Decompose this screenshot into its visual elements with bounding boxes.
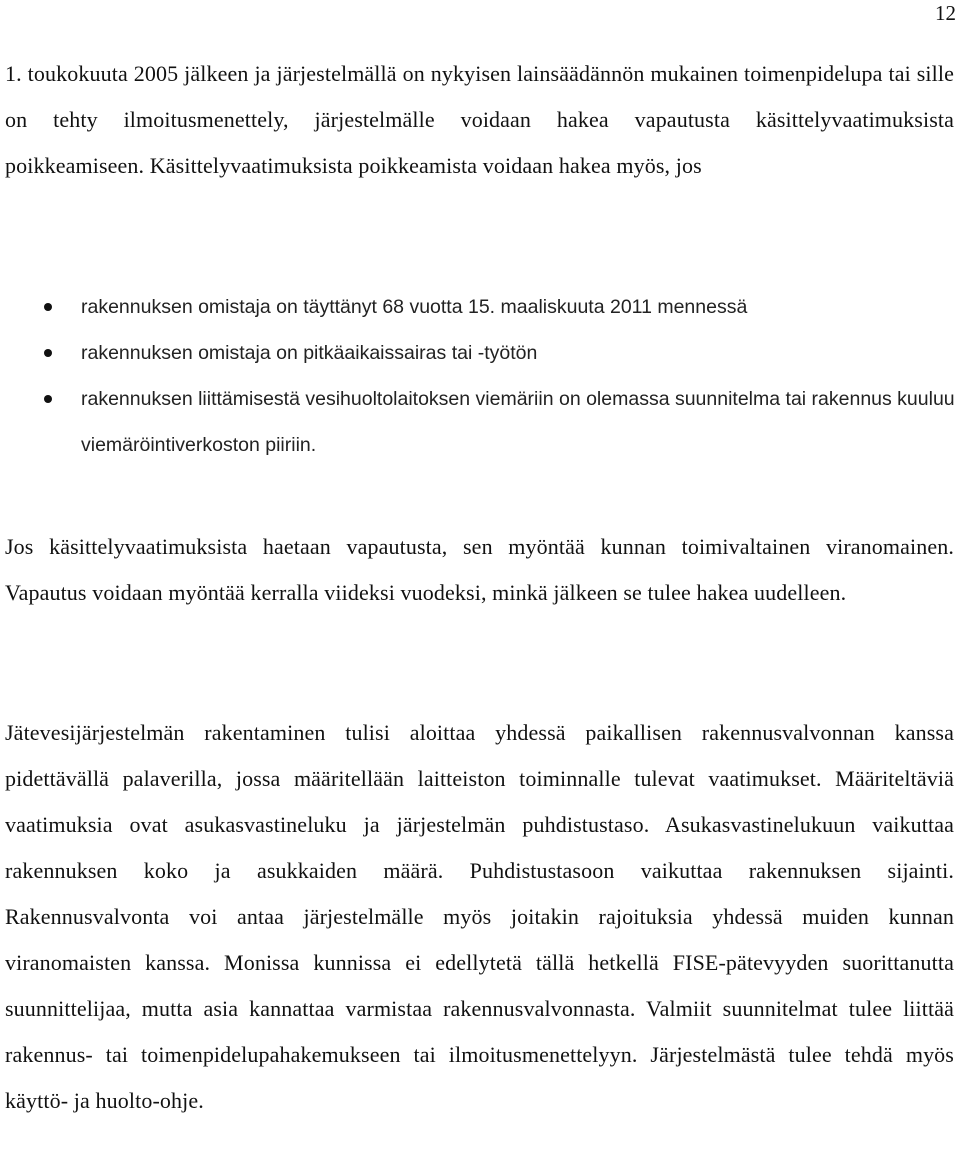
list-item-text: rakennuksen liittämisestä vesihuoltolaitoksen viemäriin on olemassa suunnitelma tai rakennus kuuluu viemäröintiverkoston piiriin. [81, 388, 955, 456]
bullet-icon [44, 303, 52, 311]
exemption-paragraph: Jos käsittelyvaatimuksista haetaan vapautusta, sen myöntää kunnan toimivaltainen viranomainen. Vapautus voidaan myöntää kerralla viideksi vuodeksi, minkä jälkeen se tulee hakea uudelleen. [5, 534, 954, 605]
conditions-list [0, 284, 960, 468]
page-number: 12 [935, 1, 956, 25]
bullet-icon [44, 395, 52, 403]
bullet-icon [44, 349, 52, 357]
list-item-text: rakennuksen omistaja on täyttänyt 68 vuotta 15. maaliskuuta 2011 mennessä [81, 296, 748, 318]
construction-paragraph: Jätevesijärjestelmän rakentaminen tulisi aloittaa yhdessä paikallisen rakennusvalvonnan kanssa pidettävällä palaverilla, jossa määritellään laitteiston toiminnalle tulevat vaatimukset. Määriteltäviä vaatimuksia ovat asukasvastineluku ja järjestelmän puhdistustaso. Asukasvastinelukuun vaikuttaa rakennuksen koko ja asukkaiden määrä. Puhdistustasoon vaikuttaa rakennuksen sijainti. Rakennusvalvonta voi antaa järjestelmälle myös joitakin rajoituksia yhdessä muiden kunnan viranomaisten kanssa. Monissa kunnissa ei edellytetä tällä hetkellä FISE-pätevyyden suorittanutta suunnittelijaa, mutta asia kannattaa varmistaa rakennusvalvonnasta. Valmiit suunnitelmat tulee liittää rakennus- tai toimenpidelupahakemukseen tai ilmoitusmenettelyyn. Järjestelmästä tulee tehdä myös käyttö- ja huolto-ohje. [5, 720, 954, 1113]
list-item [0, 284, 960, 330]
intro-paragraph: 1. toukokuuta 2005 jälkeen ja järjestelmällä on nykyisen lainsäädännön mukainen toimenpidelupa tai sille on tehty ilmoitusmenettely, järjestelmälle voidaan hakea vapautusta käsittelyvaatimuksista poikkeamiseen. Käsittelyvaatimuksista poikkeamista voidaan hakea myös, jos [5, 61, 954, 178]
list-item [0, 376, 960, 468]
list-item [0, 330, 960, 376]
list-item-text: rakennuksen omistaja on pitkäaikaissairas tai -työtön [81, 342, 538, 364]
